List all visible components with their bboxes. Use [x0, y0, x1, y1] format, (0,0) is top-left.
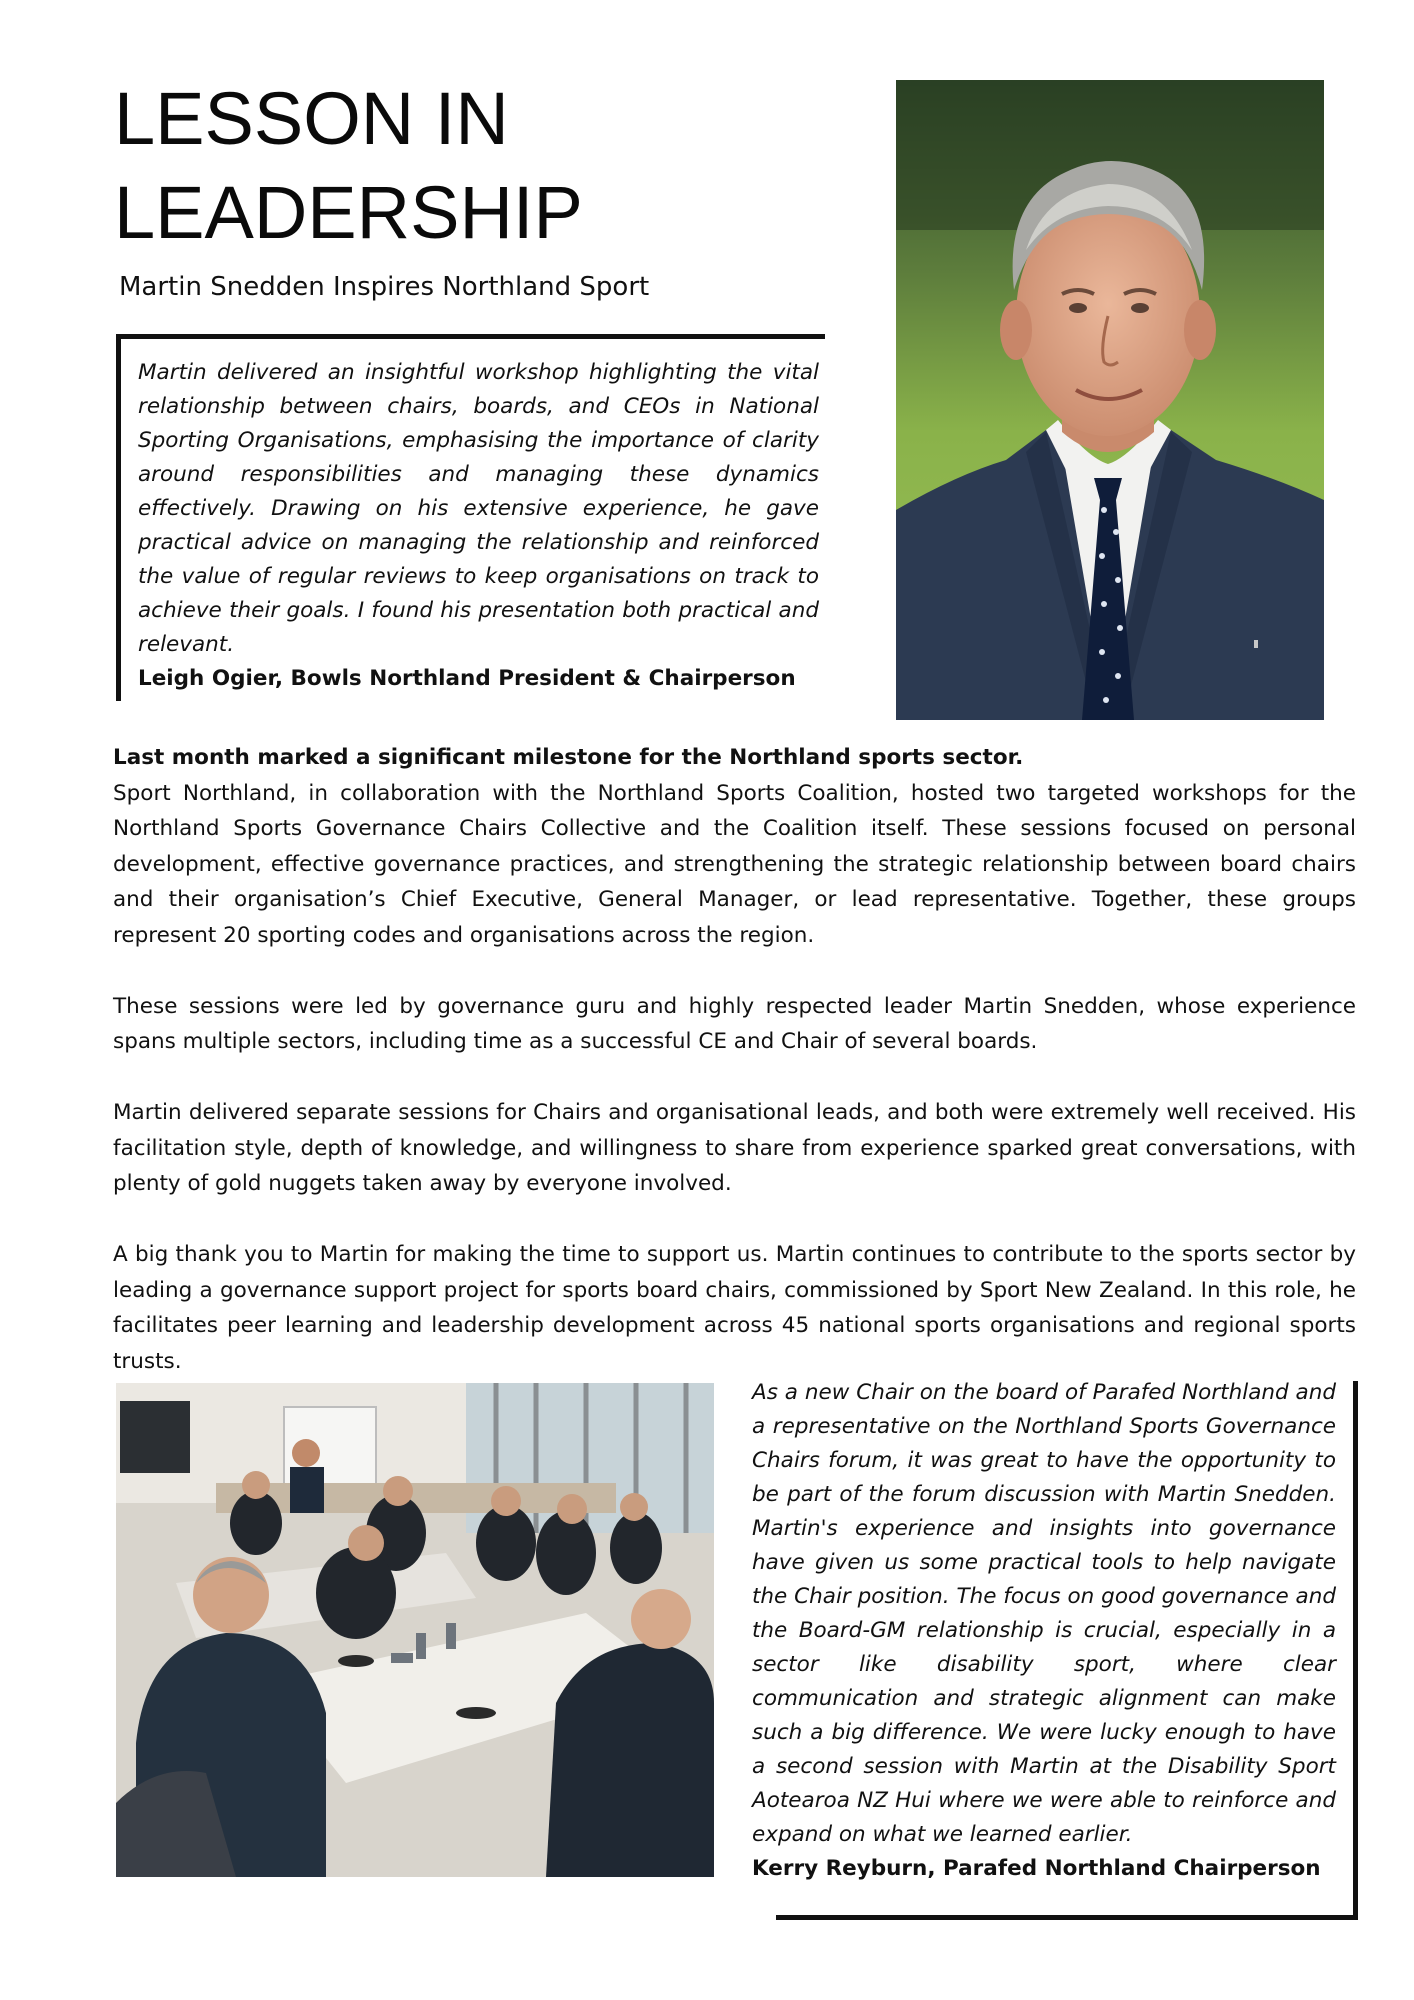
article-paragraph-1: Sport Northland, in collaboration with the Northland Sports Coalition, hosted two targeted workshops for the Northland Sports Governance Chairs Collective and the Coalition itself. These sessions focused on personal development, effective governance practices, and strengthening the strategic relationship between board chairs and their organisation’s Chief Executive, General Manager, or lead representative. Together, these groups represent 20 sporting codes and organisations across the region.	[113, 780, 1356, 948]
portrait-illustration	[896, 80, 1324, 720]
workshop-photo	[116, 1383, 714, 1877]
title-line-2: LEADERSHIP	[114, 171, 583, 254]
pull-quote-kerry-reyburn	[752, 1376, 1336, 1886]
article-paragraph-3: Martin delivered separate sessions for Chairs and organisational leads, and both were extremely well received. His facilitation style, depth of knowledge, and willingness to share from experience sparked great conversations, with plenty of gold nuggets taken away by everyone involved.	[113, 1100, 1356, 1196]
page-title	[114, 72, 834, 260]
title-line-1: LESSON IN	[114, 77, 509, 160]
article-paragraph-2: These sessions were led by governance guru and highly respected leader Martin Snedden, whose experience spans multiple sectors, including time as a successful CE and Chair of several boards.	[113, 993, 1356, 1054]
article-lead: Last month marked a significant milestone for the Northland sports sector.	[113, 745, 1024, 770]
portrait-photo	[896, 80, 1324, 720]
quote-attribution: Leigh Ogier, Bowls Northland President & Chairperson	[138, 666, 796, 691]
quote-text: As a new Chair on the board of Parafed Northland and a representative on the Northland Sports Governance Chairs forum, it was great to have the opportunity to be part of the forum discussion with Martin Snedden. Martin's experience and insights into governance have given us some practical tools to help navigate the Chair position. The focus on good governance and the Board-GM relationship is crucial, especially in a sector like disability sport, where clear communication and strategic alignment can make such a big difference. We were lucky enough to have a second session with Martin at the Disability Sport Aotearoa NZ Hui where we were able to reinforce and expand on what we learned earlier.	[752, 1380, 1336, 1847]
article-body	[113, 740, 1356, 1415]
quote-attribution: Kerry Reyburn, Parafed Northland Chairperson	[752, 1856, 1321, 1881]
workshop-illustration	[116, 1383, 714, 1877]
quote-text: Martin delivered an insightful workshop highlighting the vital relationship between chairs, boards, and CEOs in National Sporting Organisations, emphasising the importance of clarity around responsibilities and managing these dynamics effectively. Drawing on his extensive experience, he gave practical advice on managing the relationship and reinforced the value of regular reviews to keep organisations on track to achieve their goals. I found his presentation both practical and relevant.	[138, 360, 819, 657]
pull-quote-leigh-ogier	[138, 356, 819, 696]
page-subtitle: Martin Snedden Inspires Northland Sport	[119, 272, 650, 302]
article-paragraph-4: A big thank you to Martin for making the time to support us. Martin continues to contribute to the sports sector by leading a governance support project for sports board chairs, commissioned by Sport New Zealand. In this role, he facilitates peer learning and leadership development across 45 national sports organisations and regional sports trusts.	[113, 1242, 1356, 1374]
quote-frame-bottom	[776, 1915, 1358, 1920]
quote-frame-right	[1353, 1381, 1358, 1920]
